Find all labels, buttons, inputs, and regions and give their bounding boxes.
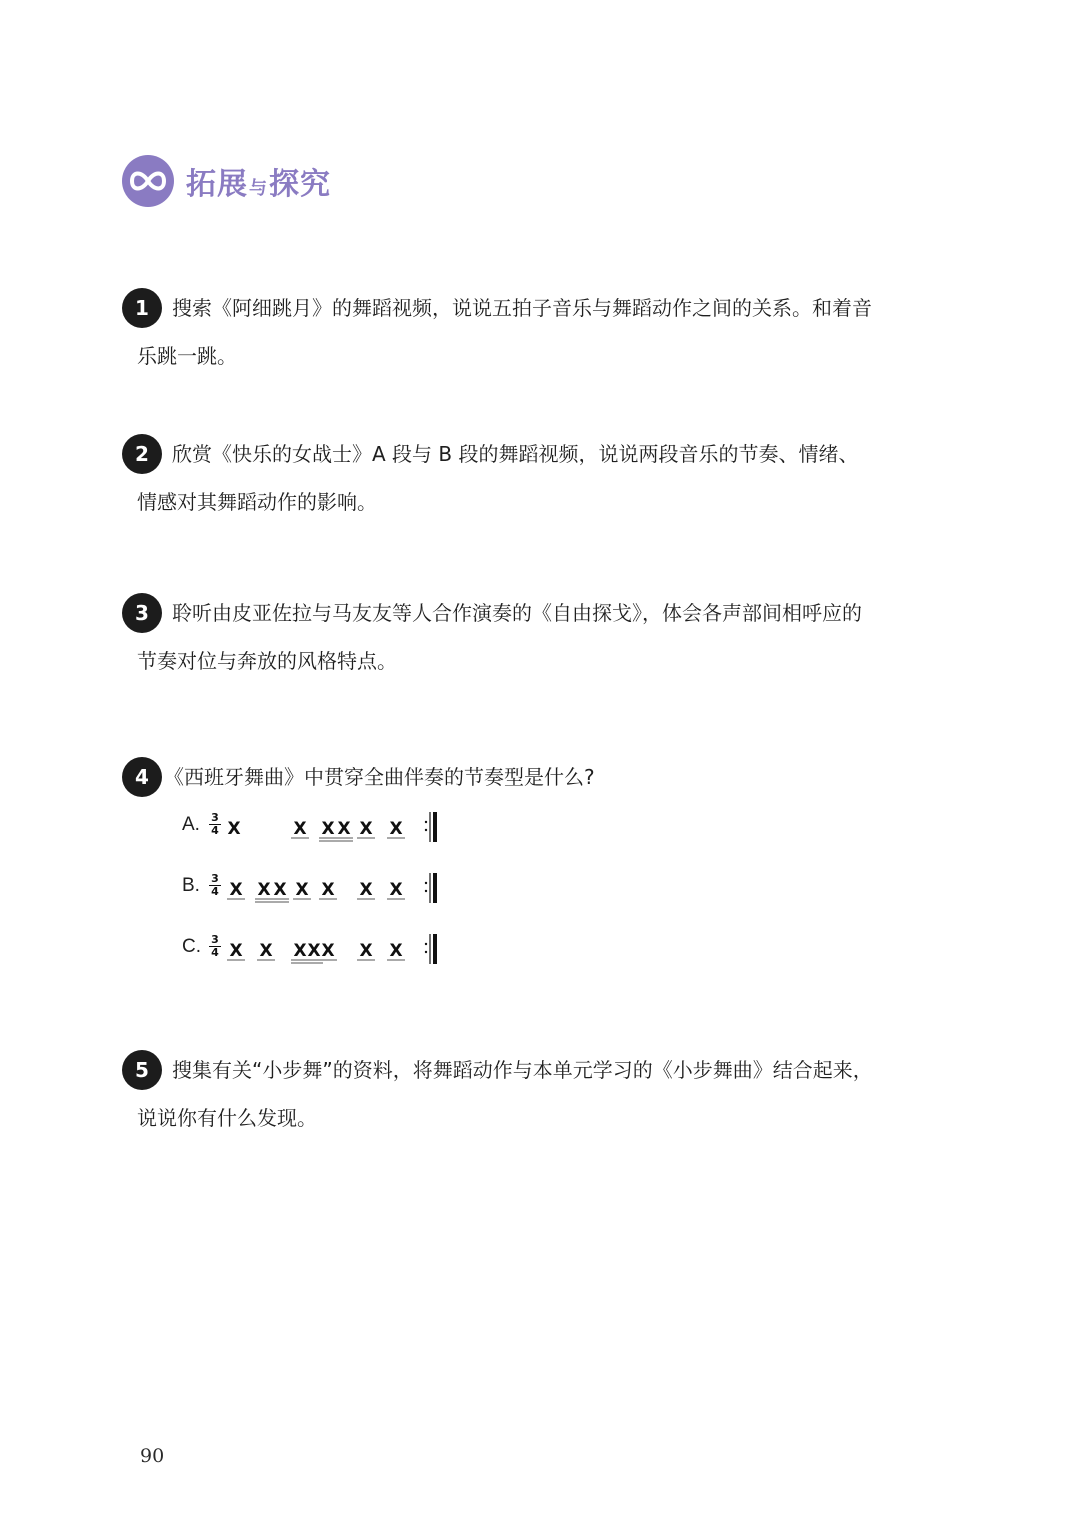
section-header: [122, 153, 331, 209]
question-text-line1: 聆听由皮亚佐拉与马友友等人合作演奏的《自由探戈》，体会各声部间相呼应的: [172, 601, 862, 625]
repeat-dot: [425, 829, 427, 831]
question-number-badge: 5: [122, 1050, 162, 1090]
barline-thick: [433, 873, 437, 903]
rhythm-notation: [182, 869, 462, 909]
time-signature-top: 3: [211, 872, 219, 885]
rhythm-note: X: [295, 880, 309, 900]
rhythm-note: X: [321, 941, 335, 961]
repeat-dot: [425, 943, 427, 945]
section-title-connector: 与: [249, 178, 268, 199]
rhythm-note: X: [293, 819, 307, 839]
rhythm-note: X: [259, 941, 273, 961]
question-text-line2: 情感对其舞蹈动作的影响。: [137, 490, 377, 514]
time-signature-bottom: 4: [211, 946, 219, 959]
infinity-logo-icon: [122, 155, 174, 207]
rhythm-note: X: [337, 819, 351, 839]
rhythm-note: X: [359, 941, 373, 961]
question-text-line1: 欣赏《快乐的女战士》A 段与 B 段的舞蹈视频，说说两段音乐的节奏、情绪、: [172, 442, 859, 466]
question-text-line2: 节奏对位与奔放的风格特点。: [137, 649, 397, 673]
rhythm-notation: [182, 930, 462, 970]
section-title-part1: 拓展: [186, 167, 248, 202]
page-number: 90: [140, 1445, 165, 1467]
time-signature-bottom: 4: [211, 824, 219, 837]
question-text-line2: 乐跳一跳。: [137, 344, 237, 368]
rhythm-note: X: [321, 819, 335, 839]
repeat-dot: [425, 951, 427, 953]
rhythm-note: X: [257, 880, 271, 900]
section-title: [186, 159, 331, 203]
rhythm-option-c: [182, 930, 462, 970]
question-1: [122, 284, 942, 380]
repeat-dot: [425, 821, 427, 823]
rhythm-note: X: [359, 819, 373, 839]
rhythm-option-label: A.: [182, 814, 200, 835]
rhythm-note: X: [321, 880, 335, 900]
question-text-line1: 搜集有关“小步舞”的资料，将舞蹈动作与本单元学习的《小步舞曲》结合起来，: [172, 1058, 873, 1082]
question-3: [122, 589, 942, 685]
rhythm-note: X: [389, 941, 403, 961]
rhythm-note: X: [389, 819, 403, 839]
barline-thick: [433, 934, 437, 964]
time-signature-top: 3: [211, 933, 219, 946]
question-text-line1: 搜索《阿细跳月》的舞蹈视频，说说五拍子音乐与舞蹈动作之间的关系。和着音: [172, 296, 872, 320]
question-text-line1: 《西班牙舞曲》中贯穿全曲伴奏的节奏型是什么?: [164, 765, 595, 789]
rhythm-note: X: [307, 941, 321, 961]
question-number-badge: 2: [122, 434, 162, 474]
rhythm-note: X: [229, 941, 243, 961]
barline-thick: [433, 812, 437, 842]
question-number-badge: 4: [122, 757, 162, 797]
rhythm-note: X: [229, 880, 243, 900]
question-text-line2: 说说你有什么发现。: [137, 1106, 317, 1130]
rhythm-note: X: [293, 941, 307, 961]
section-title-part2: 探究: [269, 167, 331, 202]
repeat-dot: [425, 890, 427, 892]
rhythm-notation: [182, 808, 462, 848]
rhythm-note: X: [273, 880, 287, 900]
time-signature-top: 3: [211, 811, 219, 824]
rhythm-option-b: [182, 869, 462, 909]
time-signature-bottom: 4: [211, 885, 219, 898]
rhythm-option-label: B.: [182, 875, 200, 896]
rhythm-note: X: [359, 880, 373, 900]
question-number-badge: 3: [122, 593, 162, 633]
rhythm-note: X: [227, 819, 241, 839]
question-4: [122, 753, 942, 801]
rhythm-note: X: [389, 880, 403, 900]
rhythm-option-a: [182, 808, 462, 848]
repeat-dot: [425, 882, 427, 884]
question-number-badge: 1: [122, 288, 162, 328]
rhythm-option-label: C.: [182, 936, 201, 957]
question-5: [122, 1046, 942, 1142]
question-2: [122, 430, 942, 526]
